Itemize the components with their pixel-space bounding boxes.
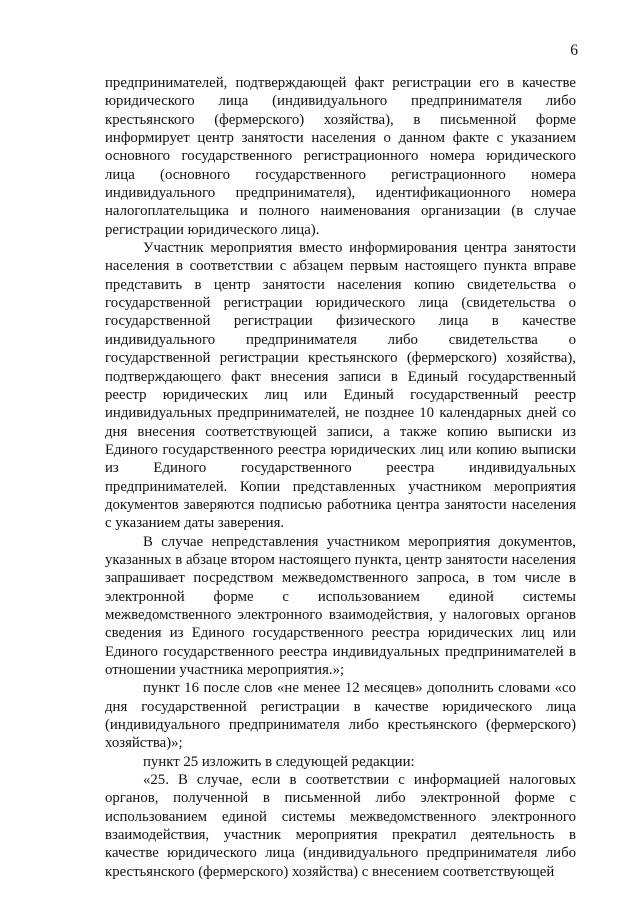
paragraph: «25. В случае, если в соответствии с информацией налоговых органов, полученной в письменной либо электронной форме с использованием единой системы межведомственного электронного взаимодействия, участник мероприятия прекратил деятельность в качестве юридического лица (индивидуального предпринимателя либо крестьянского (фермерского) хозяйства) с внесением соответствующей bbox=[105, 772, 576, 880]
paragraph: пункт 16 после слов «не менее 12 месяцев» дополнить словами «со дня государственной регистрации в качестве юридического лица (индивидуального предпринимателя либо крестьянского (фермерского) хозяйства)»; bbox=[105, 680, 576, 752]
document-body bbox=[105, 74, 576, 881]
page-number: 6 bbox=[570, 42, 578, 59]
paragraph: Участник мероприятия вместо информирования центра занятости населения в соответствии с абзацем первым настоящего пункта вправе представить в центр занятости населения копию свидетельства о государственной регистрации юридического лица (свидетельства о государственной регистрации физического лица в качестве индивидуального предпринимателя либо свидетельства о государственной регистрации крестьянского (фермерского) хозяйства), подтверждающего факт внесения записи в Единый государственный реестр юридических лиц или Единый государственный реестр индивидуальных предпринимателей, не позднее 10 календарных дней со дня внесения соответствующей записи, а также копию выписки из Единого государственного реестра юридических лиц или копию выписки из Единого государственного реестра индивидуальных предпринимателей. Копии представленных участником мероприятия документов заверяются подписью работника центра занятости населения с указанием даты заверения. bbox=[105, 240, 576, 532]
paragraph: пункт 25 изложить в следующей редакции: bbox=[143, 753, 415, 770]
paragraph: В случае непредставления участником мероприятия документов, указанных в абзаце втором настоящего пункта, центр занятости населения запрашивает посредством межведомственного запроса, в том числе в электронной форме с использованием единой системы межведомственного электронного взаимодействия, у налоговых органов сведения из Единого государственного реестра юридических лиц или Единого государственного реестра индивидуальных предпринимателей в отношении участника мероприятия.»; bbox=[105, 533, 576, 678]
paragraph-continuation: предпринимателей, подтверждающей факт регистрации его в качестве юридического лица (индивидуального предпринимателя либо крестьянского (фермерского) хозяйства), в письменной форме информирует центр занятости населения о данном факте с указанием основного государственного регистрационного номера юридического лица (основного государственного регистрационного номера индивидуального предпринимателя), идентификационного номера налогоплательщика и полного наименования организации (в случае регистрации юридического лица). bbox=[105, 75, 576, 238]
